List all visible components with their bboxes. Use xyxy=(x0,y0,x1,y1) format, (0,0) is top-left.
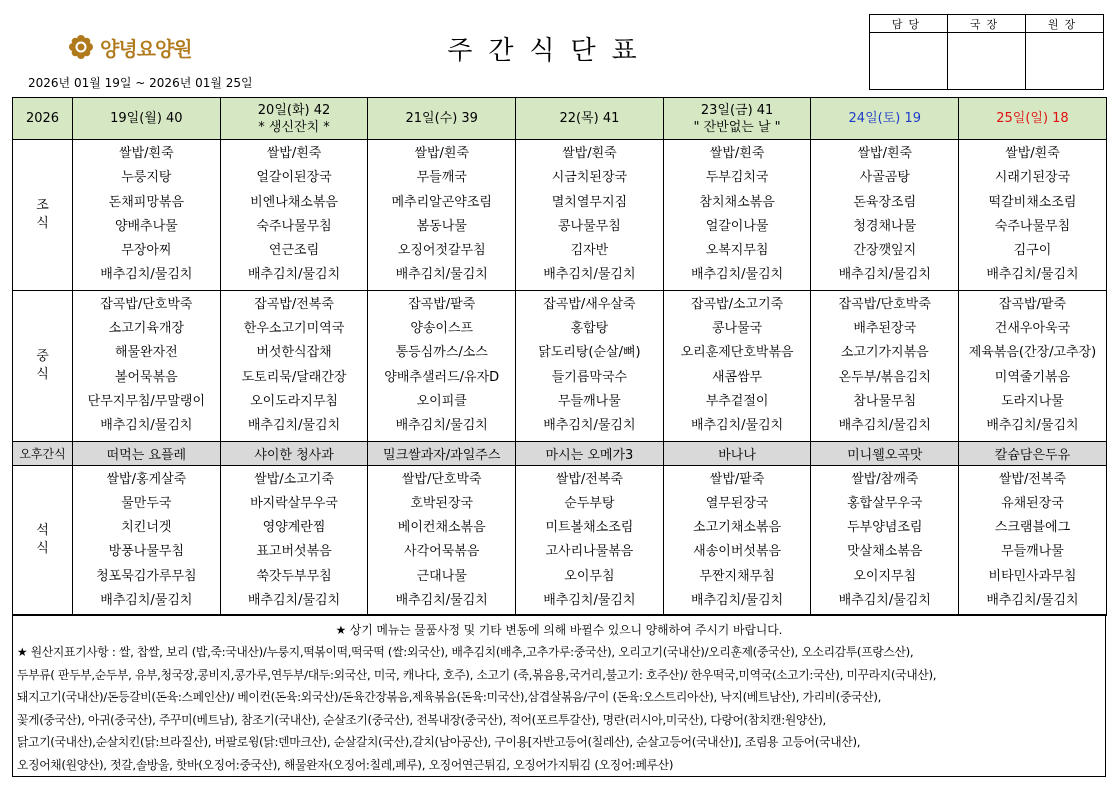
menu-item: 베이컨채소볶음 xyxy=(397,520,486,536)
menu-cell xyxy=(959,290,1107,441)
meal-row-dinner xyxy=(13,465,1107,616)
menu-item: 잡곡밥/팥죽 xyxy=(998,296,1067,312)
menu-item: 잡곡밥/팥죽 xyxy=(408,296,476,312)
origin-note-line: 닭고기(국내산),순살치킨(닭:브라질산), 버팔로윙(닭:덴마크산), 순살갈치(국산),갈치(남아공산), 구이용[자반고등어(칠레산), 순살고등어(국내산)], 조림용 고등어(국내산), xyxy=(17,735,861,750)
menu-item: 새콤쌈무 xyxy=(711,369,763,385)
menu-cell xyxy=(811,290,959,441)
menu-item: 두부김치국 xyxy=(705,170,769,186)
day-header xyxy=(73,98,221,140)
day-header-sunday xyxy=(959,98,1107,140)
menu-item: 유채된장국 xyxy=(1001,495,1064,511)
menu-item: 무들깨나물 xyxy=(558,393,621,409)
day-date: 19일(월) 40 xyxy=(110,111,183,126)
flower-emblem-icon xyxy=(68,34,94,60)
menu-item: 스크램블에그 xyxy=(994,520,1071,536)
menu-item: 쌀밥/전복죽 xyxy=(555,471,623,487)
menu-item: 배추김치/물김치 xyxy=(395,418,488,434)
menu-item: 쌀밥/흰죽 xyxy=(1005,146,1060,161)
menu-item: 부추겉절이 xyxy=(705,393,769,409)
menu-item: 배추김치/물김치 xyxy=(543,593,636,609)
day-header xyxy=(220,98,368,140)
origin-note-line: 꽃게(중국산), 아귀(중국산), 주꾸미(베트남), 참조기(국내산), 순살조기(중국산), 전복내장(중국산), 적어(포르투갈산), 명란(러시아,미국산), 다랑어(참치캔:원양산), xyxy=(17,712,826,727)
notes-headline: ★ 상기 메뉴는 물품사정 및 기타 변동에 의해 바뀔수 있으니 양해하여 주시기 바랍니다. xyxy=(335,623,783,637)
menu-item: 사각어묵볶음 xyxy=(404,544,480,560)
meal-label-char: 조 xyxy=(36,197,49,213)
meal-label xyxy=(13,140,73,291)
menu-item: 시금치된장국 xyxy=(551,170,628,186)
menu-item: 순두부탕 xyxy=(564,495,615,511)
snack-cell: 떠먹는 요플레 xyxy=(73,441,221,465)
menu-item: 배추김치/물김치 xyxy=(986,593,1079,609)
menu-item: 배추김치/물김치 xyxy=(986,418,1079,434)
menu-item: 들기름막국수 xyxy=(551,369,628,385)
date-range: 2026년 01월 19일 ~ 2026년 01월 25일 xyxy=(28,76,253,90)
menu-item: 쌀밥/단호박죽 xyxy=(401,471,482,487)
menu-item: 배추김치/물김치 xyxy=(690,267,784,283)
menu-item: 쌀밥/참깨죽 xyxy=(851,471,919,487)
signature-box[interactable] xyxy=(870,33,948,90)
menu-item: 배추김치/물김치 xyxy=(838,593,931,609)
meal-row-breakfast xyxy=(13,140,1107,291)
approval-label: 원장 xyxy=(1026,15,1104,33)
menu-item: 잡곡밥/단호박죽 xyxy=(838,296,931,312)
origin-note-line: 두부류( 판두부,순두부, 유부,청국장,콩비지,콩가루,연두부/대두:외국산, 미국, 캐나다, 호주), 소고기 (죽,볶음용,국거리,불고기: 호주산)/ 한우떡국,미역국(소고기:국산), 미꾸라지(국내산), xyxy=(17,667,937,682)
menu-item: 무들깨국 xyxy=(416,170,467,186)
meal-label: 오후간식 xyxy=(13,441,73,465)
menu-item: 미트볼채소조림 xyxy=(545,520,634,536)
menu-item: 쌀밥/팥죽 xyxy=(709,471,765,487)
menu-item: 볼어묵볶음 xyxy=(114,369,178,385)
menu-item: 오이무침 xyxy=(564,568,615,584)
menu-item: 잡곡밥/소고기죽 xyxy=(690,296,784,312)
menu-item: 배추김치/물김치 xyxy=(543,267,636,283)
meal-label-char: 식 xyxy=(36,541,49,557)
menu-item: 쌀밥/흰죽 xyxy=(709,146,765,161)
menu-item: 배추김치/물김치 xyxy=(690,418,784,434)
menu-item: 물만두국 xyxy=(121,495,172,511)
menu-item: 오징어젓갈무침 xyxy=(397,243,486,259)
menu-item: 홍합살무우국 xyxy=(847,495,923,511)
menu-item: 소고기육개장 xyxy=(108,321,185,337)
origin-note-line: 돼지고기(국내산)/돈등갈비(돈육:스페인산)/ 베이컨(돈육:외국산)/돈육간장볶음,제육볶음(돈육:미국산),삼겹살볶음/구이 (돈육:오스트리아산), 낙지(베트남산), 가리비(중국산), xyxy=(17,690,882,705)
snack-cell: 바나나 xyxy=(663,441,811,465)
menu-item: 쌀밥/흰죽 xyxy=(266,146,322,161)
menu-cell xyxy=(368,140,516,291)
menu-item: 봄동나물 xyxy=(416,218,467,234)
menu-item: 소고기채소볶음 xyxy=(693,520,782,536)
menu-item: 건새우아욱국 xyxy=(994,321,1071,337)
menu-cell xyxy=(663,290,811,441)
menu-item: 영양계란찜 xyxy=(262,520,326,536)
menu-item: 해물완자전 xyxy=(114,345,178,361)
approval-label: 담당 xyxy=(870,15,948,33)
menu-item: 간장깻잎지 xyxy=(853,243,917,259)
menu-item: 숙주나물무침 xyxy=(256,218,332,234)
day-header-saturday xyxy=(811,98,959,140)
menu-cell xyxy=(73,465,221,616)
menu-item: 참치채소볶음 xyxy=(699,194,775,210)
menu-item: 청포묵김가루무침 xyxy=(96,568,197,584)
menu-item: 방풍나물무침 xyxy=(108,544,185,560)
day-header xyxy=(516,98,664,140)
page-title: 주간식단표 xyxy=(447,36,653,66)
menu-item: 쌀밥/전복죽 xyxy=(998,471,1067,487)
menu-item: 열무된장국 xyxy=(705,495,769,511)
menu-item: 배추김치/물김치 xyxy=(690,593,784,609)
logo-text: 양녕요양원 xyxy=(100,36,192,61)
menu-item: 제육볶음(간장/고추장) xyxy=(968,345,1097,361)
menu-item: 얼갈이된장국 xyxy=(256,170,332,186)
menu-cell xyxy=(220,140,368,291)
menu-item: 쌀밥/흰죽 xyxy=(562,146,617,161)
menu-item: 배추김치/물김치 xyxy=(543,418,636,434)
menu-item: 무짠지채무침 xyxy=(699,568,775,584)
menu-item: 도라지나물 xyxy=(1001,393,1064,409)
meal-row-lunch xyxy=(13,290,1107,441)
menu-cell xyxy=(220,290,368,441)
menu-item: 근대나물 xyxy=(416,568,467,584)
day-date: 23일(금) 41 xyxy=(700,102,774,118)
menu-item: 새송이버섯볶음 xyxy=(693,544,782,560)
menu-item: 배추김치/물김치 xyxy=(100,418,193,434)
menu-item: 쌀밥/흰죽 xyxy=(414,146,470,161)
menu-item: 콩나물국 xyxy=(711,321,763,337)
snack-row xyxy=(13,441,1107,465)
menu-item: 비타민사과무침 xyxy=(988,568,1077,584)
menu-item: 잡곡밥/전복죽 xyxy=(254,296,334,312)
year-cell: 2026 xyxy=(13,98,73,140)
menu-item: 배추김치/물김치 xyxy=(986,267,1079,283)
menu-item: 단무지무침/무말랭이 xyxy=(87,393,206,409)
menu-cell xyxy=(811,465,959,616)
menu-item: 맛살채소볶음 xyxy=(847,544,923,560)
menu-item: 잡곡밥/새우살죽 xyxy=(543,296,636,312)
day-date: 20일(화) 42 xyxy=(257,102,331,118)
menu-item: 배추김치/물김치 xyxy=(100,593,193,609)
menu-item: 두부양념조림 xyxy=(847,520,923,536)
origin-note-line: 오징어채(원양산), 젓갈,솔방울, 핫바(오징어:중국산), 해물완자(오징어:칠레,페루), 오징어연근튀김, 오징어가지튀김 (오징어:페루산) xyxy=(17,757,674,772)
signature-box[interactable] xyxy=(1026,33,1104,90)
menu-item: 멸치열무지짐 xyxy=(551,194,628,210)
meal-label-char: 식 xyxy=(36,215,49,231)
menu-item: 잡곡밥/단호박죽 xyxy=(100,296,193,312)
menu-item: 배추김치/물김치 xyxy=(395,593,488,609)
meal-label xyxy=(13,465,73,616)
menu-item: 쑥갓두부무침 xyxy=(256,568,332,584)
menu-item: 오이도라지무침 xyxy=(250,393,338,409)
menu-item: 메추리알곤약조림 xyxy=(391,194,492,210)
menu-item: 떡갈비채소조림 xyxy=(988,194,1077,210)
menu-item: 배추김치/물김치 xyxy=(838,267,931,283)
menu-cell xyxy=(516,465,664,616)
meal-label-char: 중 xyxy=(36,348,49,364)
menu-cell xyxy=(516,140,664,291)
menu-item: 연근조림 xyxy=(268,243,320,259)
menu-item: 배추김치/물김치 xyxy=(247,593,341,609)
menu-item: 도토리묵/달래간장 xyxy=(241,369,347,385)
menu-item: 배추김치/물김치 xyxy=(247,267,341,283)
menu-item: 쌀밥/소고기죽 xyxy=(254,471,334,487)
menu-item: 사골곰탕 xyxy=(859,170,910,186)
menu-item: 무들깨나물 xyxy=(1001,544,1064,560)
weekly-menu-table xyxy=(12,97,1107,616)
menu-item: 치킨너겟 xyxy=(121,520,172,536)
menu-item: 쌀밥/흰죽 xyxy=(119,146,174,161)
menu-item: 오리훈제단호박볶음 xyxy=(680,345,794,361)
menu-item: 소고기가지볶음 xyxy=(840,345,929,361)
menu-item: 돈채피망볶음 xyxy=(108,194,185,210)
logo xyxy=(68,34,192,60)
meal-label-char: 석 xyxy=(36,523,49,539)
menu-item: 표고버섯볶음 xyxy=(256,544,332,560)
menu-cell xyxy=(220,465,368,616)
menu-item: 고사리나물볶음 xyxy=(545,544,634,560)
menu-item: 통등심까스/소스 xyxy=(395,345,488,361)
menu-item: 누룽지탕 xyxy=(121,170,172,186)
day-date: 21일(수) 39 xyxy=(405,111,478,126)
menu-cell xyxy=(663,140,811,291)
menu-item: 홍합탕 xyxy=(570,321,609,337)
menu-item: 쌀밥/흰죽 xyxy=(857,146,913,161)
menu-cell xyxy=(959,140,1107,291)
origin-note-line: ★ 원산지표기사항 : 쌀, 찹쌀, 보리 (밥,죽:국내산)/누룽지,떡볶이떡,떡국떡 (쌀:외국산), 배추김치(배추,고추가루:중국산), 오리고기(국내산)/오리훈제(중국산), 오소리감투(프랑스산), xyxy=(17,645,914,659)
menu-cell xyxy=(811,140,959,291)
menu-cell xyxy=(73,140,221,291)
menu-item: 시래기된장국 xyxy=(994,170,1071,186)
menu-item: 콩나물무침 xyxy=(558,218,621,234)
day-date: 22(목) 41 xyxy=(559,111,620,126)
menu-item: 배추김치/물김치 xyxy=(247,418,341,434)
snack-cell: 밀크쌀과자/과일주스 xyxy=(368,441,516,465)
menu-cell xyxy=(959,465,1107,616)
day-date: 25일(일) 18 xyxy=(996,111,1069,126)
approval-label: 국장 xyxy=(948,15,1026,33)
menu-item: 얼갈이나물 xyxy=(705,218,769,234)
day-header xyxy=(663,98,811,140)
notes-box xyxy=(12,614,1106,777)
menu-item: 오이지무침 xyxy=(853,568,917,584)
menu-item: 쌀밥/홍게살죽 xyxy=(106,471,187,487)
menu-item: 버섯한식잡채 xyxy=(256,345,332,361)
menu-item: 숙주나물무침 xyxy=(994,218,1071,234)
menu-item: 돈육장조림 xyxy=(853,194,917,210)
menu-item: 배추김치/물김치 xyxy=(395,267,488,283)
menu-item: 무장아찌 xyxy=(121,243,172,259)
menu-item: 양송이스프 xyxy=(410,321,474,337)
menu-item: 오복지무침 xyxy=(705,243,769,259)
day-header xyxy=(368,98,516,140)
menu-item: 미역줄기볶음 xyxy=(994,369,1071,385)
meal-label-char: 식 xyxy=(36,366,49,382)
menu-item: 한우소고기미역국 xyxy=(243,321,345,337)
meal-label xyxy=(13,290,73,441)
menu-cell xyxy=(73,290,221,441)
menu-item: 호박된장국 xyxy=(410,495,474,511)
menu-item: 온두부/볶음김치 xyxy=(838,369,931,385)
menu-item: 김구이 xyxy=(1013,243,1052,259)
menu-item: 배추김치/물김치 xyxy=(100,267,193,283)
snack-cell: 마시는 오메가3 xyxy=(516,441,664,465)
snack-cell: 미니웰오곡맛 xyxy=(811,441,959,465)
day-date: 24일(토) 19 xyxy=(848,111,922,126)
day-event: * 생신잔치 * xyxy=(258,119,330,135)
menu-item: 비엔나채소볶음 xyxy=(250,194,338,210)
day-event: " 잔반없는 날 " xyxy=(693,119,781,135)
snack-cell: 칼슘담은두유 xyxy=(959,441,1107,465)
menu-item: 양배추나물 xyxy=(114,218,178,234)
menu-item: 배추김치/물김치 xyxy=(838,418,931,434)
approval-box xyxy=(869,14,1104,90)
menu-item: 참나물무침 xyxy=(853,393,917,409)
menu-cell xyxy=(368,465,516,616)
menu-item: 닭도리탕(순살/뼈) xyxy=(538,345,641,361)
snack-cell: 샤이한 청사과 xyxy=(220,441,368,465)
day-header-row xyxy=(13,98,1107,140)
menu-item: 배추된장국 xyxy=(853,321,917,337)
menu-item: 양배추샐러드/유자D xyxy=(384,369,500,385)
menu-item: 오이피클 xyxy=(416,393,467,409)
menu-item: 김자반 xyxy=(570,243,609,259)
menu-item: 바지락살무우국 xyxy=(250,495,338,511)
signature-box[interactable] xyxy=(948,33,1026,90)
menu-item: 청경채나물 xyxy=(853,218,917,234)
menu-cell xyxy=(663,465,811,616)
menu-cell xyxy=(368,290,516,441)
menu-cell xyxy=(516,290,664,441)
